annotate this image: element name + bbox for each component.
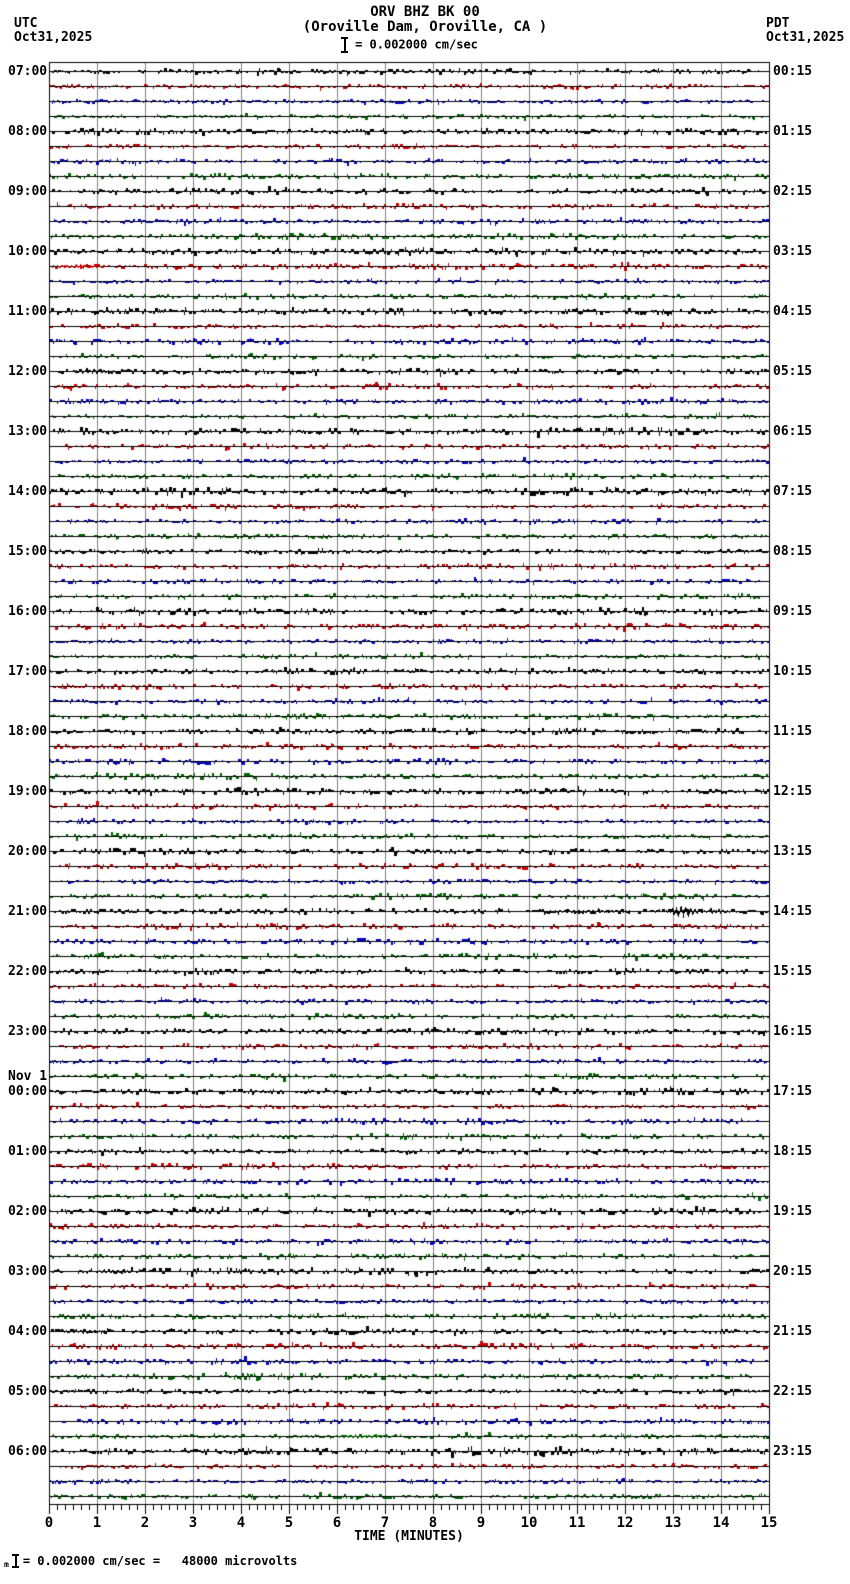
pdt-hour-label: 05:15 — [773, 364, 813, 379]
utc-hour-label: 08:00 — [8, 124, 48, 139]
utc-hour-label: 13:00 — [8, 424, 48, 439]
minute-tick-label: 11 — [568, 1515, 586, 1531]
pdt-hour-label: 22:15 — [773, 1384, 813, 1399]
utc-hour-label: 17:00 — [8, 664, 48, 679]
pdt-hour-label: 08:15 — [773, 544, 813, 559]
minute-tick-label: 0 — [44, 1515, 54, 1531]
minute-tick-label: 12 — [616, 1515, 634, 1531]
utc-hour-label: 22:00 — [8, 964, 48, 979]
minute-tick-label: 13 — [664, 1515, 682, 1531]
pdt-hour-label: 21:15 — [773, 1324, 813, 1339]
pdt-hour-label: 07:15 — [773, 484, 813, 499]
utc-hour-label: 16:00 — [8, 604, 48, 619]
pdt-hour-label: 14:15 — [773, 904, 813, 919]
minute-tick-label: 8 — [428, 1515, 438, 1531]
footer-prefix: m — [4, 1560, 9, 1569]
minute-tick-label: 15 — [760, 1515, 778, 1531]
date-rollover-label: Nov 1 — [8, 1069, 48, 1084]
pdt-hour-label: 00:15 — [773, 64, 813, 79]
pdt-hour-label: 03:15 — [773, 244, 813, 259]
scale-bar-icon — [12, 1554, 20, 1568]
utc-hour-label: 06:00 — [8, 1444, 48, 1459]
utc-hour-label: 01:00 — [8, 1144, 48, 1159]
pdt-hour-label: 01:15 — [773, 124, 813, 139]
utc-hour-label: 09:00 — [8, 184, 48, 199]
minute-tick-label: 10 — [520, 1515, 538, 1531]
utc-hour-label: 02:00 — [8, 1204, 48, 1219]
pdt-hour-label: 19:15 — [773, 1204, 813, 1219]
minute-tick-label: 3 — [188, 1515, 198, 1531]
minute-tick-label: 5 — [284, 1515, 294, 1531]
pdt-hour-label: 18:15 — [773, 1144, 813, 1159]
utc-hour-label: 00:00 — [8, 1084, 48, 1099]
utc-hour-label: 18:00 — [8, 724, 48, 739]
pdt-hour-label: 17:15 — [773, 1084, 813, 1099]
pdt-hour-label: 06:15 — [773, 424, 813, 439]
minute-tick-label: 4 — [236, 1515, 246, 1531]
utc-hour-label: 19:00 — [8, 784, 48, 799]
utc-hour-label: 03:00 — [8, 1264, 48, 1279]
pdt-hour-label: 20:15 — [773, 1264, 813, 1279]
pdt-hour-label: 23:15 — [773, 1444, 813, 1459]
x-axis-title: TIME (MINUTES) — [354, 1529, 464, 1544]
pdt-hour-label: 04:15 — [773, 304, 813, 319]
utc-hour-label: 23:00 — [8, 1024, 48, 1039]
utc-hour-label: 12:00 — [8, 364, 48, 379]
pdt-hour-label: 12:15 — [773, 784, 813, 799]
utc-hour-label: 04:00 — [8, 1324, 48, 1339]
pdt-hour-label: 09:15 — [773, 604, 813, 619]
minute-tick-label: 2 — [140, 1515, 150, 1531]
utc-hour-label: 15:00 — [8, 544, 48, 559]
pdt-hour-label: 10:15 — [773, 664, 813, 679]
utc-hour-label: 07:00 — [8, 64, 48, 79]
minute-tick-label: 7 — [380, 1515, 390, 1531]
minute-tick-label: 9 — [476, 1515, 486, 1531]
pdt-hour-label: 02:15 — [773, 184, 813, 199]
minute-tick-label: 1 — [92, 1515, 102, 1531]
utc-hour-label: 05:00 — [8, 1384, 48, 1399]
minute-tick-label: 14 — [712, 1515, 730, 1531]
minute-tick-label: 6 — [332, 1515, 342, 1531]
utc-hour-label: 14:00 — [8, 484, 48, 499]
pdt-hour-label: 13:15 — [773, 844, 813, 859]
utc-hour-label: 20:00 — [8, 844, 48, 859]
footer-text: = 0.002000 cm/sec = 48000 microvolts — [22, 1554, 298, 1568]
pdt-hour-label: 16:15 — [773, 1024, 813, 1039]
pdt-hour-label: 11:15 — [773, 724, 813, 739]
utc-hour-label: 11:00 — [8, 304, 48, 319]
utc-hour-label: 10:00 — [8, 244, 48, 259]
utc-hour-label: 21:00 — [8, 904, 48, 919]
footer-scale-note — [4, 1554, 297, 1569]
pdt-hour-label: 15:15 — [773, 964, 813, 979]
